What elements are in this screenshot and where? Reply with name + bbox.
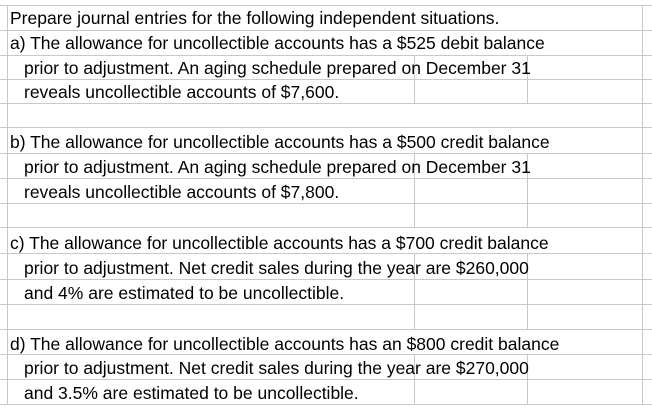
situation-a-line-2: prior to adjustment. An aging schedule prepared on December 31 (24, 58, 531, 78)
situation-d-line-3: and 3.5% are estimated to be uncollectible. (24, 383, 359, 403)
situation-c-line-2: prior to adjustment. Net credit sales during the year are $260,000 (24, 258, 529, 278)
grid-row-line (0, 279, 652, 280)
grid-row-line (0, 103, 652, 104)
situation-d-line-2: prior to adjustment. Net credit sales during the year are $270,000 (24, 358, 529, 378)
grid-row-line (0, 153, 652, 154)
grid-row-line (0, 55, 652, 56)
grid-row-line (0, 178, 652, 179)
grid-row-line (0, 127, 652, 128)
grid-col-line (7, 5, 8, 405)
situation-b-line-1: b) The allowance for uncollectible accounts has a $500 credit balance (10, 132, 550, 152)
grid-row-line (0, 203, 652, 204)
grid-row-line (0, 379, 652, 380)
situation-a-line-1: a) The allowance for uncollectible accounts has a $525 debit balance (10, 33, 545, 53)
situation-c-line-1: c) The allowance for uncollectible accounts has a $700 credit balance (10, 233, 549, 253)
grid-row-line (0, 253, 652, 254)
situation-b-line-2: prior to adjustment. An aging schedule prepared on December 31 (24, 157, 531, 177)
situation-a-line-3: reveals uncollectible accounts of $7,600. (24, 82, 340, 102)
situation-c-line-3: and 4% are estimated to be uncollectible. (24, 283, 345, 303)
grid-row-line (0, 227, 652, 228)
instruction-text: Prepare journal entries for the following independent situations. (10, 8, 500, 28)
situation-b-line-3: reveals uncollectible accounts of $7,800. (24, 182, 340, 202)
situation-d-line-1: d) The allowance for uncollectible accounts has an $800 credit balance (10, 334, 560, 354)
grid-col-line (642, 5, 643, 405)
grid-row-line (0, 329, 652, 330)
grid-row-line (0, 304, 652, 305)
grid-row-line (0, 354, 652, 355)
grid-row-line (0, 30, 652, 31)
grid-row-line (0, 5, 652, 6)
grid-row-line (0, 404, 652, 405)
grid-row-line (0, 79, 652, 80)
